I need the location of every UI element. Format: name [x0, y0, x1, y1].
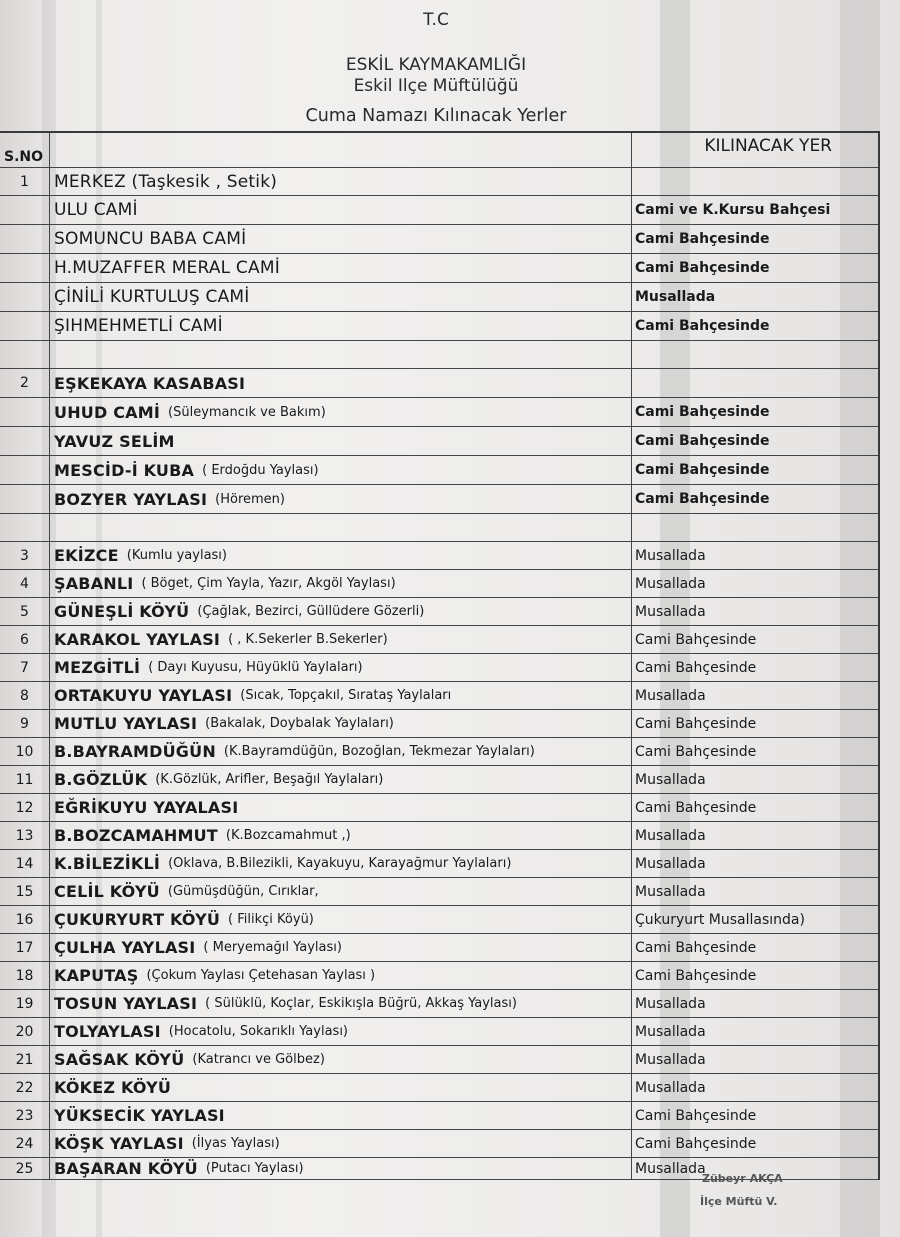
table-row: [0, 1018, 878, 1046]
row-name-cell: [50, 1046, 632, 1073]
location-name: MUTLU YAYLASI: [54, 714, 198, 733]
location-name: SOMUNCU BABA CAMİ: [54, 229, 247, 249]
row-number: [0, 456, 50, 484]
prayer-place: Musallada: [635, 883, 706, 900]
location-subnote: (K.Bayramdüğün, Bozoğlan, Tekmezar Yaylaları): [223, 744, 535, 759]
row-name-cell: [50, 168, 632, 195]
location-name: ÇİNİLİ KURTULUŞ CAMİ: [54, 287, 250, 307]
row-name-cell: [50, 456, 632, 484]
header-tc: T.C: [423, 10, 449, 30]
location-name: UHUD CAMİ: [54, 402, 161, 422]
row-number: [0, 283, 50, 311]
prayer-place: Cami ve K.Kursu Bahçesi: [635, 202, 831, 218]
location-subnote: (Sıcak, Topçakıl, Sırataş Yaylaları: [240, 688, 452, 703]
table-row: [0, 682, 878, 710]
table-row: [0, 398, 878, 427]
location-name: ŞABANLI: [54, 574, 134, 593]
prayer-place: Cami Bahçesinde: [635, 659, 757, 676]
header-muftuluk: Eskil Ilçe Müftülüğü: [353, 76, 519, 96]
prayer-locations-table: [0, 131, 880, 1180]
table-row: [0, 766, 878, 794]
row-name-cell: [50, 570, 632, 597]
prayer-place: Musallada: [635, 603, 706, 620]
location-name: ULU CAMİ: [54, 200, 138, 220]
row-number: 3: [0, 542, 50, 569]
table-row: [0, 456, 878, 485]
row-name-cell: [50, 598, 632, 625]
row-number: 18: [0, 962, 50, 989]
table-row: [0, 427, 878, 456]
table-row: [0, 341, 878, 369]
location-name: KÖKEZ KÖYÜ: [54, 1078, 172, 1097]
row-name-cell: [50, 283, 632, 311]
table-row: [0, 312, 878, 341]
table-row: [0, 1130, 878, 1158]
prayer-place: Cami Bahçesinde: [635, 491, 770, 507]
header-name-blank: [50, 133, 632, 167]
location-name: TOLYAYLASI: [54, 1022, 161, 1041]
prayer-place: Musallada: [635, 575, 706, 592]
row-name-cell: [50, 962, 632, 989]
row-number: [0, 427, 50, 455]
prayer-place: Cami Bahçesinde: [635, 1135, 757, 1152]
prayer-place: Musallada: [635, 1079, 706, 1096]
prayer-place: Cami Bahçesinde: [635, 231, 770, 247]
prayer-place: Cami Bahçesinde: [635, 939, 757, 956]
row-name-cell: [50, 934, 632, 961]
row-number: 21: [0, 1046, 50, 1073]
row-number: [0, 514, 50, 541]
prayer-place: Çukuryurt Musallasında): [635, 911, 805, 928]
location-name: KÖŞK YAYLASI: [54, 1134, 184, 1153]
row-number: 22: [0, 1074, 50, 1101]
location-subnote: (Kumlu yaylası): [126, 548, 227, 563]
header-title: Cuma Namazı Kılınacak Yerler: [305, 106, 567, 126]
table-row: [0, 710, 878, 738]
row-number: [0, 196, 50, 224]
location-subnote: (Oklava, B.Bilezikli, Kayakuyu, Karayağmur Yaylaları): [168, 856, 512, 871]
location-subnote: ( Erdoğdu Yaylası): [202, 462, 319, 478]
row-name-cell: [50, 254, 632, 282]
table-row: [0, 906, 878, 934]
prayer-place: [632, 369, 878, 397]
table-row: [0, 990, 878, 1018]
table-row: [0, 1102, 878, 1130]
table-row: [0, 254, 878, 283]
location-name: KARAKOL YAYLASI: [54, 630, 221, 649]
row-number: 2: [0, 369, 50, 397]
row-number: 23: [0, 1102, 50, 1129]
table-row: [0, 168, 878, 196]
location-name: EKİZCE: [54, 546, 119, 565]
location-name: YÜKSECİK YAYLASI: [54, 1106, 225, 1125]
row-number: [0, 312, 50, 340]
table-row: [0, 1074, 878, 1102]
location-subnote: (K.Gözlük, Arifler, Beşağıl Yaylaları): [155, 772, 384, 787]
row-number: 4: [0, 570, 50, 597]
row-number: 1: [0, 168, 50, 195]
location-subnote: (K.Bozcamahmut ,): [225, 828, 351, 843]
table-row: [0, 962, 878, 990]
table-row: [0, 1046, 878, 1074]
location-subnote: (Gümüşdüğün, Cırıklar,: [167, 884, 319, 899]
location-subnote: (Çokum Yaylası Çetehasan Yaylası ): [146, 968, 376, 983]
row-name-cell: [50, 626, 632, 653]
location-subnote: ( Filikçi Köyü): [228, 912, 314, 927]
row-name-cell: [50, 766, 632, 793]
row-number: [0, 254, 50, 282]
row-name-cell: [50, 312, 632, 340]
row-number: 20: [0, 1018, 50, 1045]
row-name-cell: [50, 341, 632, 368]
location-name: SAĞSAK KÖYÜ: [54, 1050, 185, 1069]
row-number: 19: [0, 990, 50, 1017]
row-name-cell: [50, 485, 632, 513]
table-row: [0, 878, 878, 906]
prayer-place: [632, 341, 878, 368]
location-subnote: ( Dayı Kuyusu, Hüyüklü Yaylaları): [148, 660, 363, 675]
prayer-place: Cami Bahçesinde: [635, 260, 770, 276]
prayer-place: Cami Bahçesinde: [635, 967, 757, 984]
location-name: B.BOZCAMAHMUT: [54, 826, 218, 845]
table-row: [0, 738, 878, 766]
row-number: 5: [0, 598, 50, 625]
row-number: 15: [0, 878, 50, 905]
row-number: [0, 398, 50, 426]
location-subnote: (Bakalak, Doybalak Yaylaları): [205, 716, 394, 731]
header-kaymakamlik: ESKİL KAYMAKAMLIĞI: [345, 55, 527, 75]
location-name: CELİL KÖYÜ: [54, 882, 160, 901]
row-number: 11: [0, 766, 50, 793]
row-number: 9: [0, 710, 50, 737]
location-name: YAVUZ SELİM: [54, 431, 175, 451]
row-number: 8: [0, 682, 50, 709]
row-name-cell: [50, 682, 632, 709]
prayer-place: Musallada: [635, 1051, 706, 1068]
location-name: ŞIHMEHMETLİ CAMİ: [54, 316, 223, 336]
signature-name: Zübeyr AKÇA: [702, 1172, 783, 1185]
table-row: [0, 542, 878, 570]
row-number: 17: [0, 934, 50, 961]
table-row: [0, 485, 878, 514]
location-subnote: ( Böget, Çim Yayla, Yazır, Akgöl Yaylası): [141, 576, 396, 591]
location-name: BAŞARAN KÖYÜ: [54, 1159, 198, 1178]
row-name-cell: [50, 1018, 632, 1045]
row-name-cell: [50, 710, 632, 737]
prayer-place: Musallada: [635, 1023, 706, 1040]
table-row: [0, 626, 878, 654]
table-row: [0, 570, 878, 598]
prayer-place: Cami Bahçesinde: [635, 1107, 757, 1124]
table-row: [0, 794, 878, 822]
location-subnote: (Hocatolu, Sokarıklı Yaylası): [168, 1024, 349, 1039]
location-name: EĞRİKUYU YAYALASI: [54, 798, 239, 817]
prayer-place: Cami Bahçesinde: [635, 715, 757, 732]
row-name-cell: [50, 225, 632, 253]
row-number: 24: [0, 1130, 50, 1157]
location-name: K.BİLEZİKLİ: [54, 854, 161, 873]
header-place: KILINACAK YER: [704, 136, 832, 156]
location-name: ÇULHA YAYLASI: [54, 938, 196, 957]
row-name-cell: [50, 514, 632, 541]
prayer-place: Cami Bahçesinde: [635, 631, 757, 648]
prayer-place: Musallada: [635, 687, 706, 704]
location-name: ORTAKUYU YAYLASI: [54, 686, 233, 705]
row-name-cell: [50, 794, 632, 821]
row-number: [0, 485, 50, 513]
location-name: H.MUZAFFER MERAL CAMİ: [54, 258, 280, 278]
location-subnote: (Katrancı ve Gölbez): [192, 1052, 325, 1067]
prayer-place: Musallada: [635, 995, 706, 1012]
location-name: EŞKEKAYA KASABASI: [54, 373, 246, 393]
location-subnote: ( Sülüklü, Koçlar, Eskikışla Büğrü, Akkaş Yaylası): [205, 996, 517, 1011]
prayer-place: Musallada: [635, 771, 706, 788]
table-row: [0, 850, 878, 878]
location-subnote: ( , K.Sekerler B.Sekerler): [228, 632, 388, 647]
row-name-cell: [50, 542, 632, 569]
location-name: B.BAYRAMDÜĞÜN: [54, 742, 216, 761]
prayer-place: Musallada: [635, 855, 706, 872]
location-name: GÜNEŞLİ KÖYÜ: [54, 602, 190, 621]
prayer-place: [632, 514, 878, 541]
location-name: KAPUTAŞ: [54, 966, 139, 985]
location-subnote: (Çağlak, Bezirci, Güllüdere Gözerli): [197, 604, 425, 619]
table-row: [0, 934, 878, 962]
row-number: 12: [0, 794, 50, 821]
location-subnote: (Höremen): [215, 491, 285, 507]
row-number: 10: [0, 738, 50, 765]
location-subnote: ( Meryemağıl Yaylası): [203, 940, 342, 955]
prayer-place: Musallada: [635, 547, 706, 564]
row-number: 6: [0, 626, 50, 653]
location-subnote: (Putacı Yaylası): [205, 1161, 304, 1176]
prayer-place: Musallada: [635, 289, 716, 305]
prayer-place: Cami Bahçesinde: [635, 743, 757, 760]
row-number: 7: [0, 654, 50, 681]
location-name: MEZGİTLİ: [54, 658, 141, 677]
row-name-cell: [50, 196, 632, 224]
row-name-cell: [50, 1158, 632, 1179]
prayer-place: Cami Bahçesinde: [635, 799, 757, 816]
location-subnote: (Süleymancık ve Bakım): [168, 404, 326, 420]
row-name-cell: [50, 369, 632, 397]
table-row: [0, 225, 878, 254]
row-name-cell: [50, 906, 632, 933]
table-row: [0, 369, 878, 398]
header-sno: S.NO: [0, 133, 50, 167]
prayer-place: Musallada: [635, 1160, 706, 1177]
prayer-place: Cami Bahçesinde: [635, 404, 770, 420]
location-name: B.GÖZLÜK: [54, 770, 148, 789]
row-number: 16: [0, 906, 50, 933]
prayer-place: Cami Bahçesinde: [635, 318, 770, 334]
table-row: [0, 283, 878, 312]
table-row: [0, 514, 878, 542]
location-subnote: (İlyas Yaylası): [191, 1136, 280, 1151]
row-name-cell: [50, 1074, 632, 1101]
table-row: [0, 196, 878, 225]
row-name-cell: [50, 850, 632, 877]
row-number: [0, 225, 50, 253]
table-row: [0, 822, 878, 850]
prayer-place: [632, 168, 878, 195]
prayer-place: Cami Bahçesinde: [635, 462, 770, 478]
row-name-cell: [50, 427, 632, 455]
row-name-cell: [50, 1102, 632, 1129]
location-name: TOSUN YAYLASI: [54, 994, 198, 1013]
location-name: ÇUKURYURT KÖYÜ: [54, 910, 221, 929]
row-number: 14: [0, 850, 50, 877]
row-name-cell: [50, 738, 632, 765]
location-name: BOZYER YAYLASI: [54, 489, 208, 509]
row-name-cell: [50, 822, 632, 849]
location-name: MESCİD-İ KUBA: [54, 460, 195, 480]
table-row: [0, 654, 878, 682]
prayer-place: Cami Bahçesinde: [635, 433, 770, 449]
row-number: [0, 341, 50, 368]
row-name-cell: [50, 654, 632, 681]
row-name-cell: [50, 398, 632, 426]
row-name-cell: [50, 878, 632, 905]
row-number: 25: [0, 1158, 50, 1179]
location-name: MERKEZ (Taşkesik , Setik): [54, 171, 278, 192]
row-name-cell: [50, 1130, 632, 1157]
table-header-row: [0, 133, 878, 168]
row-name-cell: [50, 990, 632, 1017]
signature-title: İlçe Müftü V.: [700, 1195, 778, 1208]
row-number: 13: [0, 822, 50, 849]
table-row: [0, 598, 878, 626]
prayer-place: Musallada: [635, 827, 706, 844]
